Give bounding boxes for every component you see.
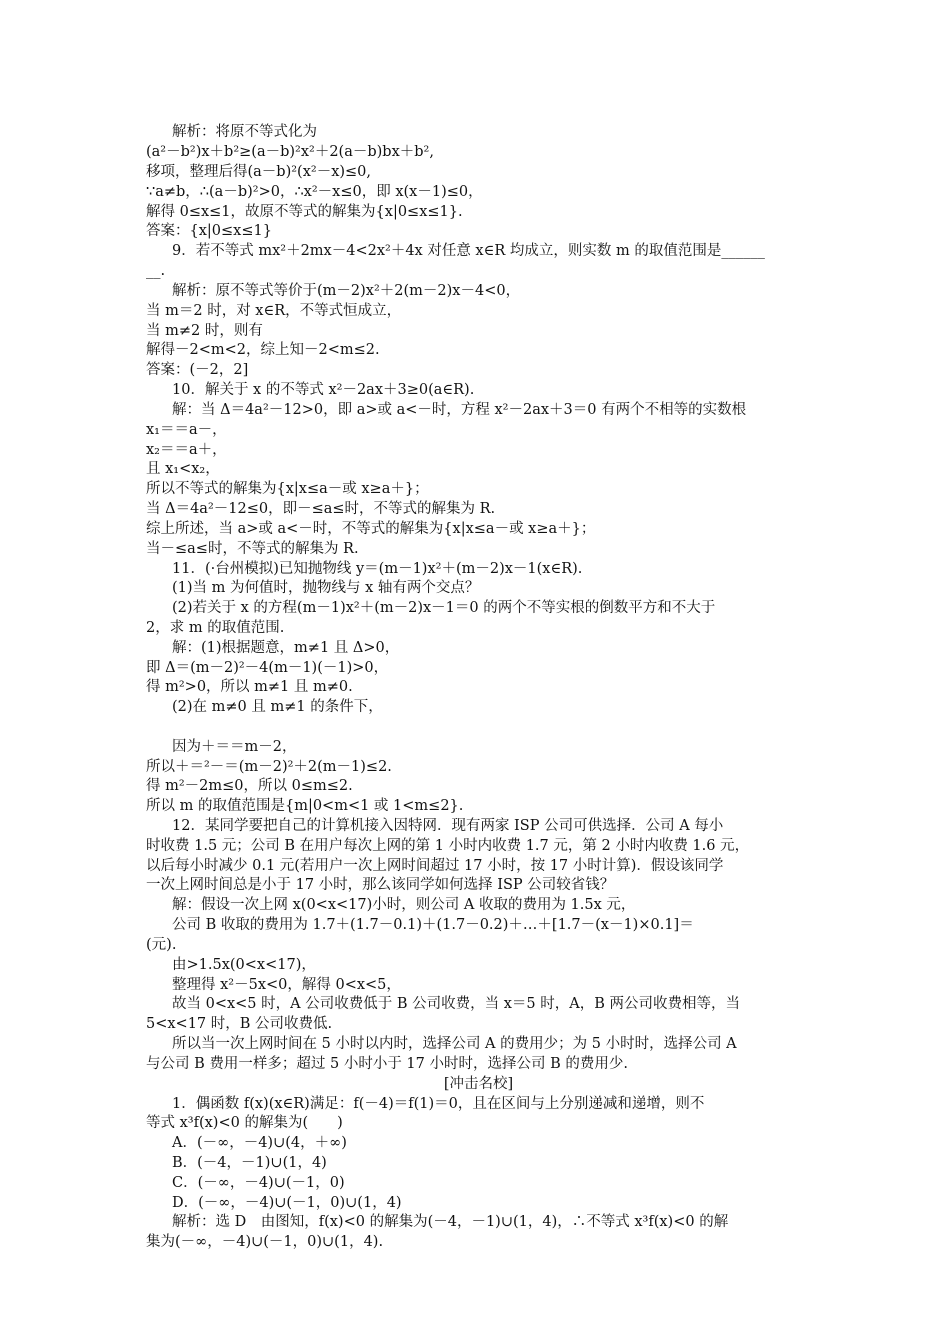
section-heading: [冲击名校] <box>443 1076 514 1092</box>
text-line: 解析：选 D 由图知，f(x)<0 的解集为(－4，－1)∪(1，4)，∴不等式 x³f(x)<0 的解 <box>172 1214 729 1230</box>
choice-c: C．(－∞，－4)∪(－1，0) <box>172 1175 345 1191</box>
text-line: 解析：将原不等式化为 <box>172 124 317 140</box>
text-line: ∵a≠b，∴(a－b)²>0，∴x²－x≤0，即 x(x－1)≤0， <box>146 184 483 200</box>
text-line: 即 Δ＝(m－2)²－4(m－1)(－1)>0， <box>146 660 389 676</box>
text-line: 解得 0≤x≤1，故原不等式的解集为{x|0≤x≤1}. <box>146 204 463 220</box>
text-line: 时收费 1.5 元；公司 B 在用户每次上网的第 1 小时内收费 1.7 元，第 2 小时内收费 1.6 元， <box>146 838 750 854</box>
text-line: 由>1.5x(0<x<17)， <box>172 957 316 973</box>
text-line: 等式 x³f(x)<0 的解集为( ) <box>146 1115 343 1131</box>
text-line: (a²－b²)x＋b²≥(a－b)²x²＋2(a－b)bx＋b², <box>146 144 434 160</box>
text-line: 一次上网时间总是小于 17 小时，那么该同学如何选择 ISP 公司较省钱？ <box>146 877 615 893</box>
text-line: x₂＝＝a＋， <box>146 442 227 458</box>
text-line: 集为(－∞，－4)∪(－1，0)∪(1，4). <box>146 1234 384 1250</box>
text-line: 12．某同学要把自己的计算机接入因特网．现有两家 ISP 公司可供选择．公司 A 每小 <box>172 818 724 834</box>
text-line: __. <box>146 263 166 279</box>
text-line: 因为＋＝＝m－2， <box>172 739 297 755</box>
text-line: x₁＝＝a－， <box>146 422 227 438</box>
text-line: 与公司 B 费用一样多；超过 5 小时小于 17 小时时，选择公司 B 的费用少. <box>146 1056 628 1072</box>
text-line: 解：当 Δ＝4a²－12>0，即 a>或 a<－时，方程 x²－2ax＋3＝0 有两个不相等的实数根 <box>172 402 747 418</box>
text-line: 以后每小时减少 0.1 元(若用户一次上网时间超过 17 小时，按 17 小时计算)．假设该同学 <box>146 858 724 874</box>
text-line: 故当 0<x<5 时，A 公司收费低于 B 公司收费，当 x＝5 时，A，B 两公司收费相等，当 <box>172 996 740 1012</box>
text-line: 公司 B 收取的费用为 1.7＋(1.7－0.1)＋(1.7－0.2)＋…＋[1.7－(x－1)×0.1]＝ <box>172 917 694 933</box>
text-line: (1)当 m 为何值时，抛物线与 x 轴有两个交点？ <box>172 580 480 596</box>
text-line: (2)若关于 x 的方程(m－1)x²＋(m－2)x－1＝0 的两个不等实根的倒数平方和不大于 <box>172 600 716 616</box>
text-line: 答案：{x|0≤x≤1} <box>146 223 272 239</box>
text-line: 得 m²－2m≤0，所以 0≤m≤2. <box>146 778 353 794</box>
text-line: 所以当一次上网时间在 5 小时以内时，选择公司 A 的费用少；为 5 小时时，选择公司 A <box>172 1036 737 1052</box>
text-line: 综上所述，当 a>或 a<－时，不等式的解集为{x|x≤a－或 x≥a＋}； <box>146 521 596 537</box>
text-line: 1．偶函数 f(x)(x∈R)满足：f(－4)＝f(1)＝0，且在区间与上分别递减和递增，则不 <box>172 1096 705 1112</box>
choice-a: A．(－∞，－4)∪(4，＋∞) <box>172 1135 347 1151</box>
text-line: 所以不等式的解集为{x|x≤a－或 x≥a＋}； <box>146 481 429 497</box>
text-line: 解：假设一次上网 x(0<x<17)小时，则公司 A 收取的费用为 1.5x 元， <box>172 897 636 913</box>
text-line: 当 m＝2 时，对 x∈R，不等式恒成立， <box>146 303 402 319</box>
text-line: 当 m≠2 时，则有 <box>146 323 263 339</box>
text-line: 5<x<17 时，B 公司收费低. <box>146 1016 333 1032</box>
text-line: (2)在 m≠0 且 m≠1 的条件下， <box>172 699 383 715</box>
text-line: 10．解关于 x 的不等式 x²－2ax＋3≥0(a∈R). <box>172 382 475 398</box>
text-line: 9．若不等式 mx²＋2mx－4<2x²＋4x 对任意 x∈R 均成立，则实数 m 的取值范围是______ <box>172 243 765 259</box>
text-line: 解得－2<m<2，综上知－2<m≤2. <box>146 342 380 358</box>
text-line: 当－≤a≤时，不等式的解集为 R. <box>146 541 359 557</box>
text-line: 答案：(－2，2] <box>146 362 249 378</box>
text-line: 且 x₁<x₂， <box>146 461 220 477</box>
text-line: 当 Δ＝4a²－12≤0，即－≤a≤时，不等式的解集为 R. <box>146 501 496 517</box>
text-line: 得 m²>0，所以 m≠1 且 m≠0. <box>146 679 353 695</box>
text-line: 整理得 x²－5x<0，解得 0<x<5， <box>172 977 401 993</box>
text-line: 11．(·台州模拟)已知抛物线 y＝(m－1)x²＋(m－2)x－1(x∈R). <box>172 561 583 577</box>
text-line: (元). <box>146 937 177 953</box>
choice-b: B．(－4，－1)∪(1，4) <box>172 1155 327 1171</box>
text-line: 解：(1)根据题意，m≠1 且 Δ>0， <box>172 640 400 656</box>
text-line: 所以 m 的取值范围是{m|0<m<1 或 1<m≤2}. <box>146 798 464 814</box>
text-line: 解析：原不等式等价于(m－2)x²＋2(m－2)x－4<0， <box>172 283 521 299</box>
choice-d: D．(－∞，－4)∪(－1，0)∪(1，4) <box>172 1195 402 1211</box>
text-line: 移项，整理后得(a－b)²(x²－x)≤0, <box>146 164 372 180</box>
text-line: 2，求 m 的取值范围. <box>146 620 285 636</box>
text-line: 所以＋＝²－＝(m－2)²＋2(m－1)≤2. <box>146 759 392 775</box>
